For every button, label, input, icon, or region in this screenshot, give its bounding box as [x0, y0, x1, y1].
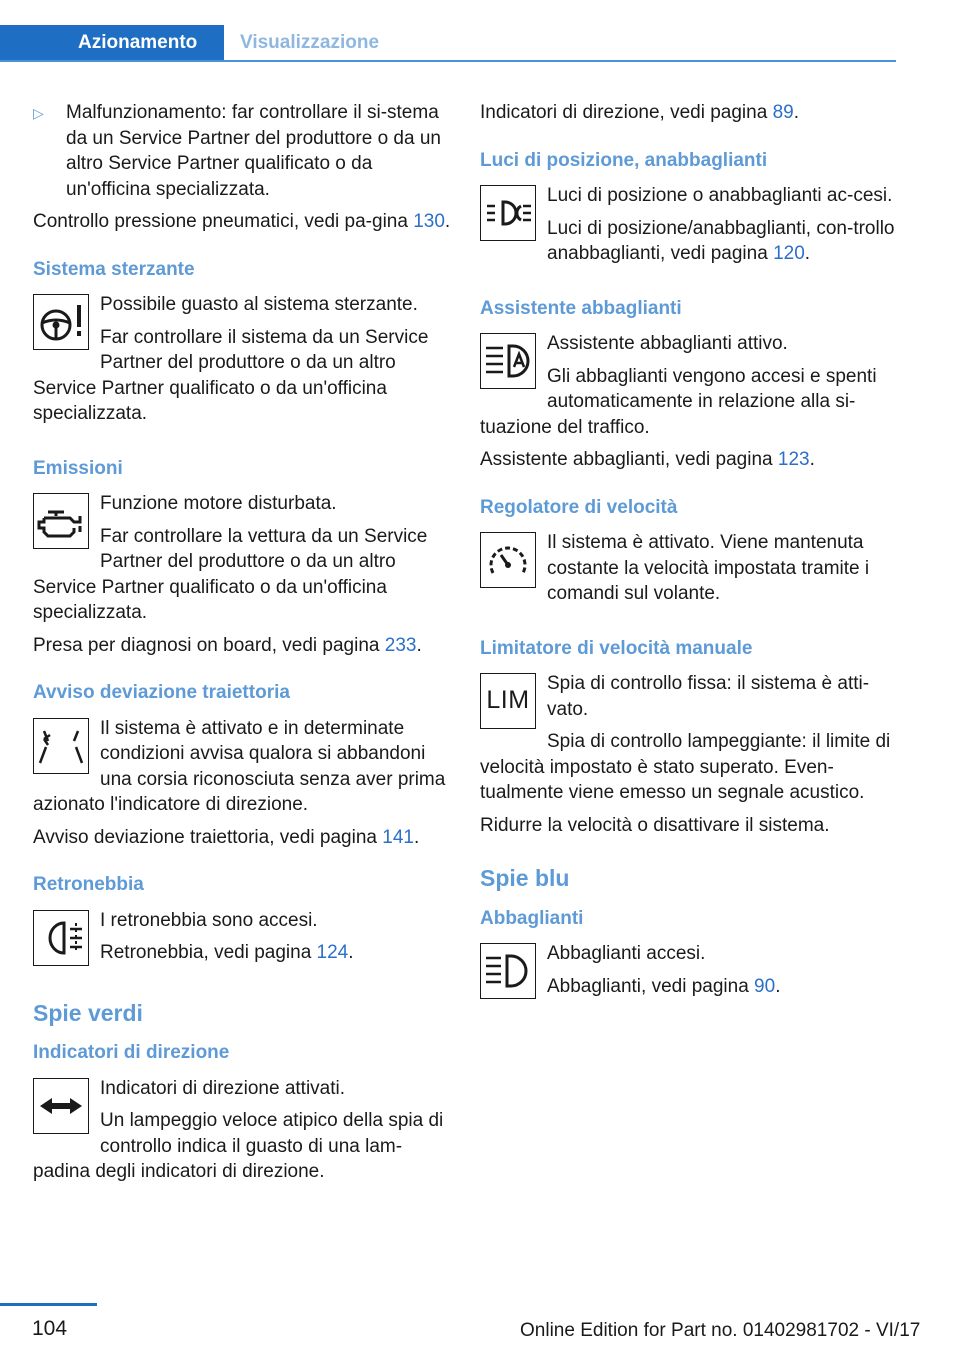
cruise-control-block: Il sistema è attivato. Viene mantenuta costante la velocità impostata tramite i comandi sul volante.: [480, 530, 895, 614]
rear-fog-block: I retronebbia sono accesi. Retronebbia, vedi pagina 124.: [33, 908, 453, 973]
section-title-position-lights: Luci di posizione, anabbaglianti: [480, 149, 768, 171]
header-rule: [0, 60, 896, 62]
high-beam-assistant-icon: [480, 333, 536, 389]
section-title-high-beam-assistant: Assistente abbaglianti: [480, 297, 682, 319]
section-title-blue-lights: Spie blu: [480, 865, 570, 891]
page-number: 104: [32, 1317, 68, 1340]
high-beam-assistant-block: Assistente abbaglianti attivo. Gli abbaglianti vengono accesi e spenti automaticamente in relazione alla si‐tuazione del traffico.: [480, 333, 877, 438]
speed-limiter-block: LIM Spia di controllo fissa: il sistema è atti‐vato. Spia di controllo lampeggiante: il limite di velocità impostato è stato superato. Even‐tualmente viene emesso un segnale acustico.: [480, 673, 891, 803]
tpms-reference: Controllo pressione pneumatici, vedi pa‐gina 130.: [33, 211, 451, 232]
section-title-speed-limiter: Limitatore di velocità manuale: [480, 637, 753, 659]
obd-reference: Presa per diagnosi on board, vedi pagina 233.: [33, 634, 422, 656]
turn-signal-arrows-icon: [33, 1078, 89, 1134]
section-title-lane-departure: Avviso deviazione traiettoria: [33, 682, 290, 703]
section-title-high-beam: Abbaglianti: [480, 907, 584, 929]
triangle-bullet-icon: ▷: [33, 105, 44, 121]
limiter-advice: Ridurre la velocità o disattivare il sistema.: [480, 814, 830, 836]
engine-icon: [33, 493, 89, 549]
section-title-turn-signals: Indicatori di direzione: [33, 1042, 230, 1063]
page-link-233[interactable]: 233: [384, 634, 417, 656]
page-header: [0, 25, 896, 62]
page-link-90[interactable]: 90: [754, 975, 776, 997]
turn-reference: Indicatori di direzione, vedi pagina 89.: [480, 102, 799, 123]
page-link-130[interactable]: 130: [413, 211, 445, 232]
page-link-124[interactable]: 124: [316, 942, 349, 963]
section-title-green-lights: Spie verdi: [33, 999, 143, 1026]
section-title-rear-fog: Retronebbia: [33, 874, 144, 895]
section-title-steering: Sistema sterzante: [33, 258, 195, 280]
section-title-cruise-control: Regolatore di velocità: [480, 496, 678, 518]
steering-warning-icon: [33, 294, 89, 350]
page-link-123[interactable]: 123: [777, 449, 810, 470]
position-lights-block: Luci di posizione o anabbaglianti ac‐cesi. Luci di posizione/anabbaglianti, con‐trollo anabbaglianti, vedi pagina 120.: [480, 183, 895, 274]
edition-note: Online Edition for Part no. 01402981702 - VI/17: [520, 1320, 921, 1341]
rear-fog-icon: [33, 910, 89, 966]
left-column: [33, 100, 453, 1192]
right-column: [480, 100, 895, 1006]
turn-signals-block: Indicatori di direzione attivati. Un lampeggio veloce atipico della spia di controllo indica il guasto di una lam‐padina degli indicatori di direzione.: [33, 1077, 444, 1182]
hba-reference: Assistente abbaglianti, vedi pagina 123.: [480, 449, 815, 470]
page-link-120[interactable]: 120: [773, 243, 805, 264]
page-link-141[interactable]: 141: [382, 826, 414, 848]
lim-icon: LIM: [480, 673, 536, 729]
high-beam-icon: [480, 943, 536, 999]
high-beam-block: Abbaglianti accesi. Abbaglianti, vedi pagina 90.: [480, 941, 895, 1006]
page-link-89[interactable]: 89: [772, 102, 794, 123]
section-title-emissions: Emissioni: [33, 457, 123, 479]
low-beam-icon: [480, 185, 536, 241]
malfunction-bullet: ▷ Malfunzionamento: far controllare il si‐stema da un Service Partner del produttore o da un altro Service Partner qualificato o da un'officina specializzata.: [33, 102, 441, 200]
speedometer-icon: [480, 532, 536, 588]
footer-rule: [0, 1303, 97, 1306]
emissions-block: Funzione motore disturbata. Far controllare la vettura da un Service Partner del produttore o da un altro Service Partner qualificato o da un'officina specializzata.: [33, 493, 428, 623]
lane-departure-block: Il sistema è attivato e in determinate condizioni avvisa qualora si abbandoni una corsia riconosciuta senza aver prima azionato l'indicatore di direzione.: [33, 717, 446, 815]
lane-departure-icon: [33, 718, 89, 774]
lane-reference: Avviso deviazione traiettoria, vedi pagina 141.: [33, 826, 420, 848]
tab-visualizzazione[interactable]: Visualizzazione: [240, 32, 380, 53]
tab-azionamento[interactable]: Azionamento: [0, 25, 224, 62]
steering-block: Possibile guasto al sistema sterzante. Far controllare il sistema da un Service Partner del produttore o da un altro Service Partner qualificato o da un'officina specializzata.: [33, 294, 429, 424]
